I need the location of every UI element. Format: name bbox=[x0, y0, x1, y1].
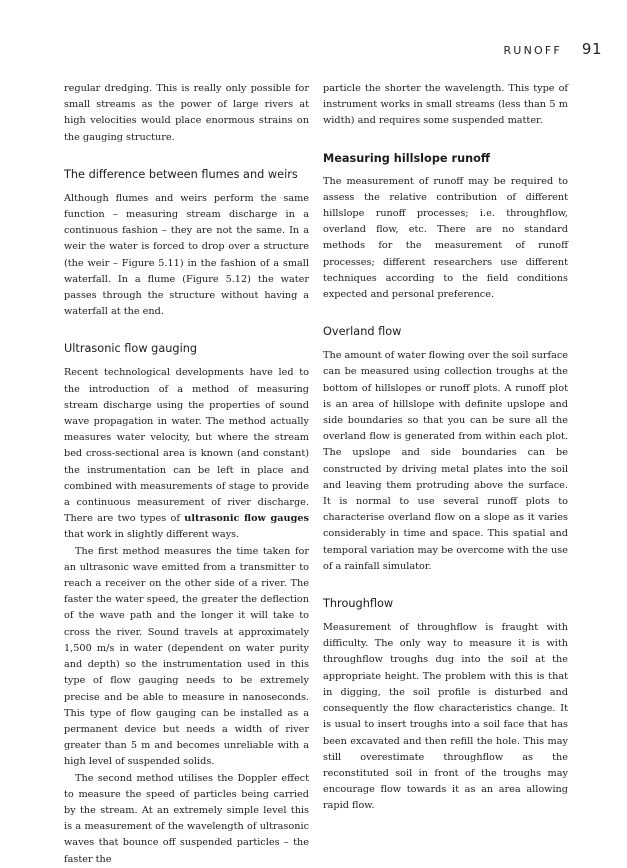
paragraph: The amount of water flowing over the soil surface can be measured using collection troughs at the bottom of hillslopes or runoff plots. A runoff plot is an area of hillslope with definite upslope and side boundaries so that you can be sure all the overland flow is generated from within each plot. The upslope and side boundaries can be constructed by driving metal plates into the soil and leaving them protruding above the surface. It is normal to use several runoff plots to characterise overland flow on a slope as it varies considerably in time and space. This spatial and temporal variation may be overcome with the use of a rainfall simulator. bbox=[323, 350, 568, 572]
text-run: that work in slightly different ways. bbox=[64, 529, 240, 541]
section-heading-hillslope-runoff: Measuring hillslope runoff bbox=[323, 151, 491, 165]
paragraph bbox=[64, 365, 309, 543]
section-heading-overland-flow: Overland flow bbox=[323, 325, 402, 339]
left-column bbox=[64, 81, 309, 868]
paragraph: particle the shorter the wavelength. This type of instrument works in small streams (less than 5 m width) and requires some suspended matter. bbox=[323, 83, 568, 127]
paragraph: The second method utilises the Doppler effect to measure the speed of particles being carried by the stream. At an extremely simple level this is a measurement of the wavelength of ultrasonic waves that bounce off suspended particles – the faster the bbox=[64, 772, 309, 865]
paragraph: Although flumes and weirs perform the same function – measuring stream discharge in a continuous fashion – they are not the same. In a weir the water is forced to drop over a structure (the weir – Figure 5.11) in the fashion of a small waterfall. In a flume (Figure 5.12) the water passes through the structure without having a waterfall at the end. bbox=[64, 192, 309, 318]
section-heading-ultrasonic: Ultrasonic flow gauging bbox=[64, 342, 198, 356]
page-header bbox=[503, 40, 602, 58]
running-head: RUNOFF bbox=[503, 44, 562, 57]
paragraph: regular dredging. This is really only possible for small streams as the power of large rivers at high velocities would place enormous strains on the gauging structure. bbox=[64, 83, 309, 143]
key-term: ultrasonic flow gauges bbox=[184, 513, 309, 525]
paragraph: The measurement of runoff may be required to assess the relative contribution of different hillslope runoff processes; i.e. throughflow, overland flow, etc. There are no standard methods for the measurement of runoff processes; different researchers use different techniques according to the field conditions expected and personal preference. bbox=[323, 175, 568, 301]
section-heading-flumes-weirs: The difference between flumes and weirs bbox=[64, 167, 298, 181]
page-number: 91 bbox=[581, 40, 602, 58]
text-run: Recent technological developments have led to the introduction of a method of measuring stream discharge using the properties of sound wave propagation in water. The method actually measures water velocity, but where the stream bed cross-sectional area is known (and constant) the instrumentation can be left in place and combined with measurements of stage to provide a continuous measurement of river discharge. There are two types of bbox=[64, 367, 309, 525]
right-column bbox=[323, 81, 568, 815]
paragraph: The first method measures the time taken for an ultrasonic wave emitted from a transmitter to reach a receiver on the other side of a river. The faster the water speed, the greater the deflection of the wave path and the longer it will take to cross the river. Sound travels at approximately 1,500 m/s in water (dependent on water purity and depth) so the instrumentation used in this type of flow gauging needs to be extremely precise and be able to measure in nanoseconds. This type of flow gauging can be installed as a permanent device but needs a width of river greater than 5 m and becomes unreliable with a high level of suspended solids. bbox=[64, 545, 309, 768]
paragraph: Measurement of throughflow is fraught with difficulty. The only way to measure it is with throughflow troughs dug into the soil at the appropriate height. The problem with this is that in digging, the soil profile is disturbed and consequently the flow characteristics change. It is usual to insert troughs into a soil face that has been excavated and then refill the hole. This may still overestimate throughflow as the reconstituted soil in front of the troughs may encourage flow towards it as an area allowing rapid flow. bbox=[323, 622, 568, 812]
section-heading-throughflow: Throughflow bbox=[323, 597, 394, 611]
